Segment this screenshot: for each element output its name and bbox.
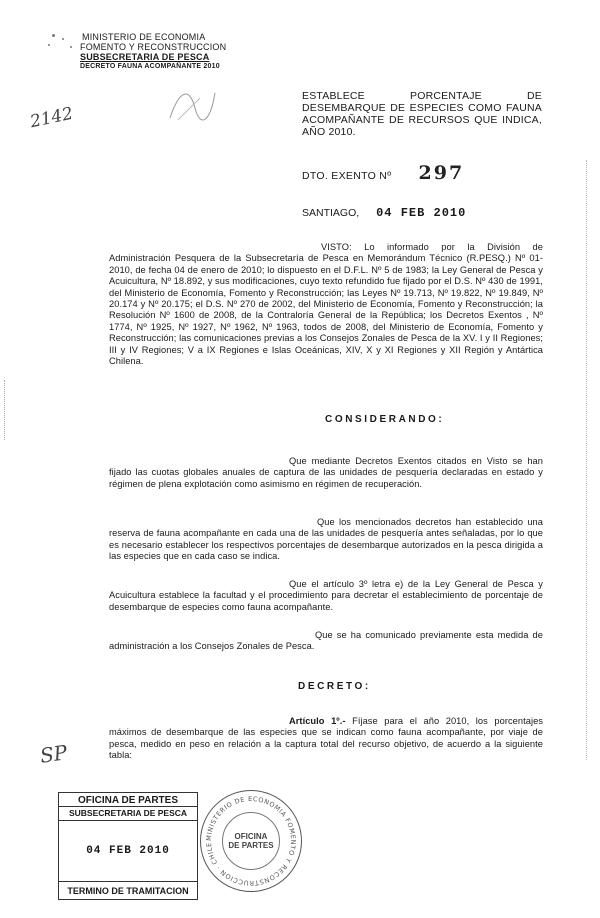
visto-text: Lo informado por la División de Administración Pesquera de la Subsecretaría de Pesca en Memorándum Técnico (R.PESQ.) Nº 01-2010, de fecha 04 de enero de 2010; lo dispuesto en el D.F.L. Nº 5 de 1983; la Ley General de Pesca y Acuicultura, Nº 18.892, y sus modificaciones, cuyo texto refundido fue fijado por el D.S. Nº 430 de 1991, del Ministerio de Economía, Fomento y Reconstrucción; las Leyes Nº 19.713, Nº 19.822, Nº 19.849, Nº 20.174 y Nº 20.175; el D.S. Nº 270 de 2002, del Ministerio de Economía, Fomento y Reconstrucción; la Resolución Nº 1600 de 2008, de la Contraloría General de la República; los Decretos Exentos , Nº 1774, Nº 1925, Nº 1927, Nº 1962, Nº 1963, todos de 2008, del Ministerio de Economía, Fomento y Reconstrucción; las comunicaciones previas a los Consejos Zonales de Pesca de la XV. I y II Regiones; III y IV Regiones; V a IX Regiones e Islas Oceánicas, XIV, X y XI Regiones y XII Región y Antártica Chilena. bbox=[109, 242, 543, 367]
visto-lead: VISTO: bbox=[321, 242, 352, 252]
stamp-footer: TERMINO DE TRAMITACION bbox=[59, 881, 197, 899]
scan-speck bbox=[62, 38, 64, 40]
date-stamp: 04 FEB 2010 bbox=[376, 206, 467, 220]
place-date-row bbox=[302, 206, 466, 220]
visto-paragraph bbox=[109, 242, 543, 367]
handwritten-initials: SP bbox=[38, 740, 69, 768]
decreto-heading: DECRETO: bbox=[298, 681, 371, 692]
round-stamp-inner-1: OFICINA bbox=[234, 832, 268, 841]
stamp-date: 04 FEB 2010 bbox=[86, 845, 170, 857]
scan-speck bbox=[48, 44, 50, 46]
scan-speck bbox=[70, 46, 72, 48]
place-label: SANTIAGO, bbox=[302, 207, 360, 219]
stamp-subsecretaria: SUBSECRETARIA DE PESCA bbox=[59, 807, 197, 821]
considerando-item-1: Que mediante Decretos Exentos citados en Visto se han fijado las cuotas globales anuales de captura de las unidades de pesquería declaradas en estado y régimen de plena explotación como asimismo en régimen de recuperación. bbox=[109, 456, 543, 489]
header-ministry: MINISTERIO DE ECONOMIA bbox=[82, 32, 206, 42]
stamp-office-name: OFICINA DE PARTES bbox=[59, 793, 197, 807]
oficina-partes-stamp bbox=[58, 792, 198, 900]
round-stamp-inner-2: DE PARTES bbox=[228, 841, 274, 850]
scan-edge-noise bbox=[586, 160, 588, 760]
considerando-item-2: Que los mencionados decretos han establecido una reserva de fauna acompañante en cada una de las unidades de pesquería antes señaladas, por lo que es necesario establecer los respectivos porcentajes de desembarque autorizados en la pesca dirigida a las especies que en cada caso se indica. bbox=[109, 517, 543, 562]
header-decree-ref: DECRETO FAUNA ACOMPAÑANTE 2010 bbox=[80, 63, 220, 70]
article-1-text: Fíjase para el año 2010, los porcentajes máximos de desembarque de las especies que se indican como fauna acompañante, por viaje de pesca, medido en peso en relación a la captura total del recurso objetivo, de acuerdo a la siguiente tabla: bbox=[109, 716, 543, 761]
ministry-round-stamp bbox=[200, 790, 302, 892]
decree-number-row bbox=[302, 162, 464, 184]
decree-title: ESTABLECE PORCENTAJE DE DESEMBARQUE DE ESPECIES COMO FAUNA ACOMPAÑANTE DE RECURSOS QUE INDICA, AÑO 2010. bbox=[302, 90, 542, 138]
header-subsecretaria: SUBSECRETARIA DE PESCA bbox=[80, 52, 210, 62]
decree-number-label: DTO. EXENTO Nº bbox=[302, 170, 392, 182]
article-1-label: Artículo 1º.- bbox=[289, 716, 346, 726]
scan-speck bbox=[52, 34, 55, 37]
handwritten-number: 2142 bbox=[28, 103, 75, 133]
article-1 bbox=[109, 716, 543, 762]
decree-number: 297 bbox=[418, 162, 465, 184]
ministry-header bbox=[80, 32, 300, 72]
round-stamp-ring-text bbox=[201, 791, 301, 891]
considerando-item-3: Que el artículo 3º letra e) de la Ley General de Pesca y Acuicultura establece la facultad y el procedimiento para decretar el establecimiento de porcentaje de desembarque de especies como fauna acompañante. bbox=[109, 579, 543, 612]
initial-scribble bbox=[160, 78, 220, 128]
considerando-heading: CONSIDERANDO: bbox=[325, 414, 445, 425]
considerando-item-4: Que se ha comunicado previamente esta medida de administración a los Consejos Zonales de Pesca. bbox=[109, 630, 543, 652]
header-ministry-sub: FOMENTO Y RECONSTRUCCION bbox=[80, 42, 227, 52]
scan-edge-noise bbox=[4, 380, 6, 440]
round-stamp-outer-text: MINISTERIO DE ECONOMIA FOMENTO Y RECONSTRUCCION · CHILE bbox=[204, 794, 298, 888]
svg-text:MINISTERIO DE ECONOMIA FOMENTO bbox=[205, 795, 297, 887]
